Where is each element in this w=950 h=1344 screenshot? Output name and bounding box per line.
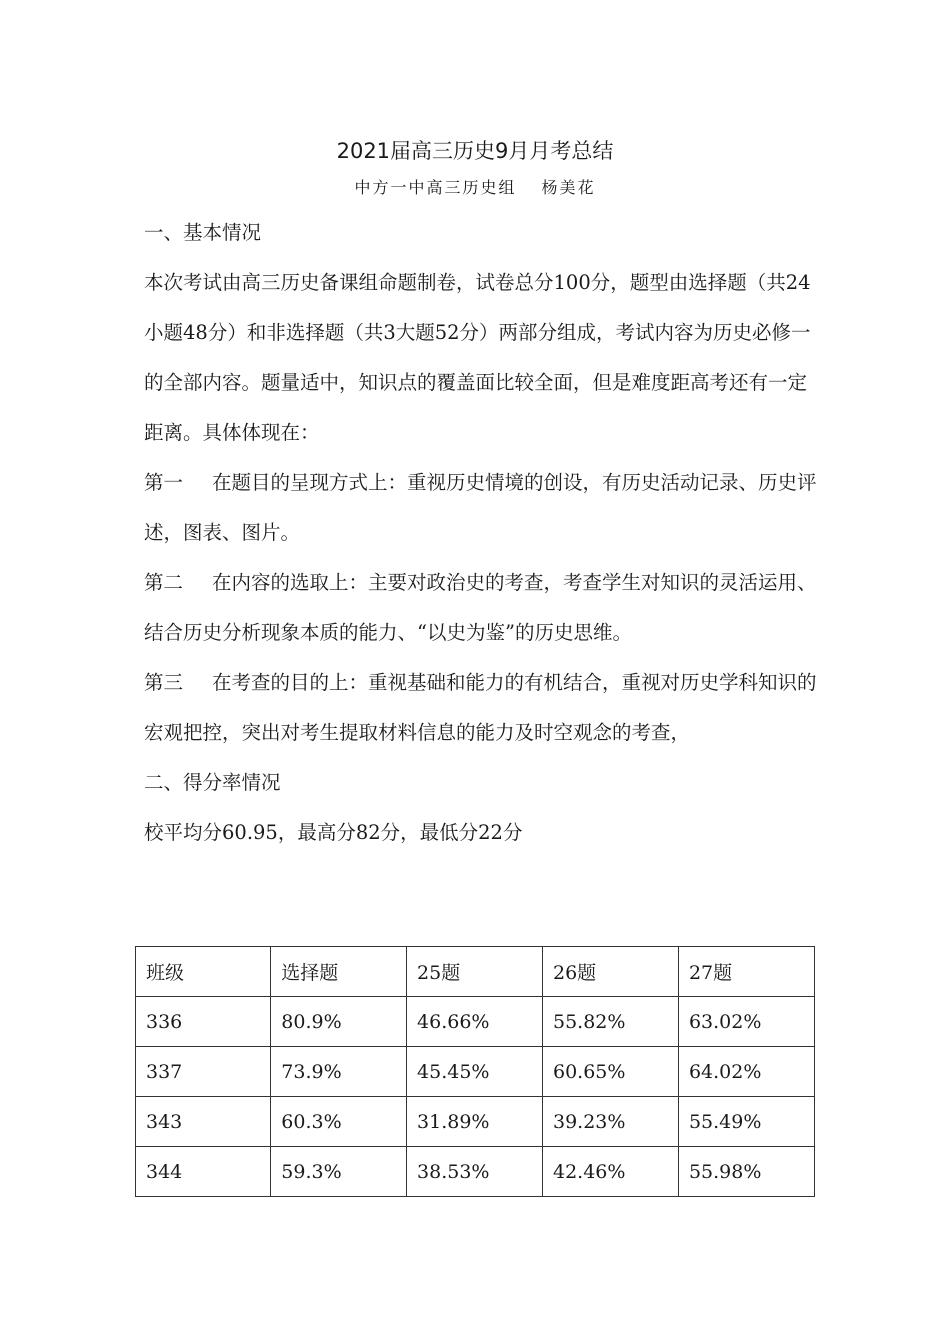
table-cell: 55.82% bbox=[543, 997, 679, 1047]
document-author: 中方一中高三历史组 杨美花 bbox=[354, 178, 596, 197]
table-cell: 63.02% bbox=[678, 997, 814, 1047]
table-cell: 38.53% bbox=[407, 1147, 543, 1197]
table-header-cell: 选择题 bbox=[271, 947, 407, 997]
table-header-cell: 25题 bbox=[407, 947, 543, 997]
table-cell: 55.98% bbox=[678, 1147, 814, 1197]
table-header-cell: 班级 bbox=[136, 947, 271, 997]
table-header-row bbox=[136, 947, 815, 997]
table-cell: 336 bbox=[136, 997, 271, 1047]
table-cell: 80.9% bbox=[271, 997, 407, 1047]
item-text: 在内容的选取上：主要对政治史的考查，考查学生对知识的灵活运用、结合历史分析现象本质的能力、“以史为鉴”的历史思维。 bbox=[144, 571, 817, 644]
list-item bbox=[144, 658, 824, 758]
list-item bbox=[144, 558, 824, 658]
item-label: 第一 bbox=[144, 471, 184, 494]
document-body bbox=[144, 208, 824, 858]
table-row bbox=[136, 1097, 815, 1147]
score-summary: 校平均分60.95，最高分82分，最低分22分 bbox=[144, 821, 523, 844]
table-cell: 59.3% bbox=[271, 1147, 407, 1197]
item-label: 第三 bbox=[144, 671, 184, 694]
section-heading-scores: 二、得分率情况 bbox=[144, 771, 281, 794]
table-cell: 73.9% bbox=[271, 1047, 407, 1097]
table-cell: 55.49% bbox=[678, 1097, 814, 1147]
table-cell: 31.89% bbox=[407, 1097, 543, 1147]
table-cell: 46.66% bbox=[407, 997, 543, 1047]
document-title: 2021届高三历史9月月考总结 bbox=[336, 139, 614, 163]
table-cell: 45.45% bbox=[407, 1047, 543, 1097]
table-cell: 42.46% bbox=[543, 1147, 679, 1197]
table-cell: 60.65% bbox=[543, 1047, 679, 1097]
item-text: 在题目的呈现方式上：重视历史情境的创设，有历史活动记录、历史评述，图表、图片。 bbox=[144, 471, 817, 544]
item-label: 第二 bbox=[144, 571, 184, 594]
table-header-cell: 27题 bbox=[678, 947, 814, 997]
table-cell: 343 bbox=[136, 1097, 271, 1147]
score-table bbox=[135, 946, 815, 1197]
table-row bbox=[136, 1147, 815, 1197]
list-item bbox=[144, 458, 824, 558]
table-cell: 60.3% bbox=[271, 1097, 407, 1147]
table-row bbox=[136, 1047, 815, 1097]
table-header-cell: 26题 bbox=[543, 947, 679, 997]
section-heading-basic: 一、基本情况 bbox=[144, 221, 262, 244]
table-cell: 64.02% bbox=[678, 1047, 814, 1097]
table-cell: 344 bbox=[136, 1147, 271, 1197]
table-cell: 337 bbox=[136, 1047, 271, 1097]
table-cell: 39.23% bbox=[543, 1097, 679, 1147]
intro-paragraph: 本次考试由高三历史备课组命题制卷，试卷总分100分，题型由选择题（共24小题48分）和非选择题（共3大题52分）两部分组成，考试内容为历史必修一的全部内容。题量适中，知识点的覆盖面比较全面，但是难度距高考还有一定距离。具体体现在： bbox=[144, 271, 811, 444]
item-text: 在考查的目的上：重视基础和能力的有机结合，重视对历史学科知识的宏观把控，突出对考生提取材料信息的能力及时空观念的考查， bbox=[144, 671, 817, 744]
table-row bbox=[136, 997, 815, 1047]
